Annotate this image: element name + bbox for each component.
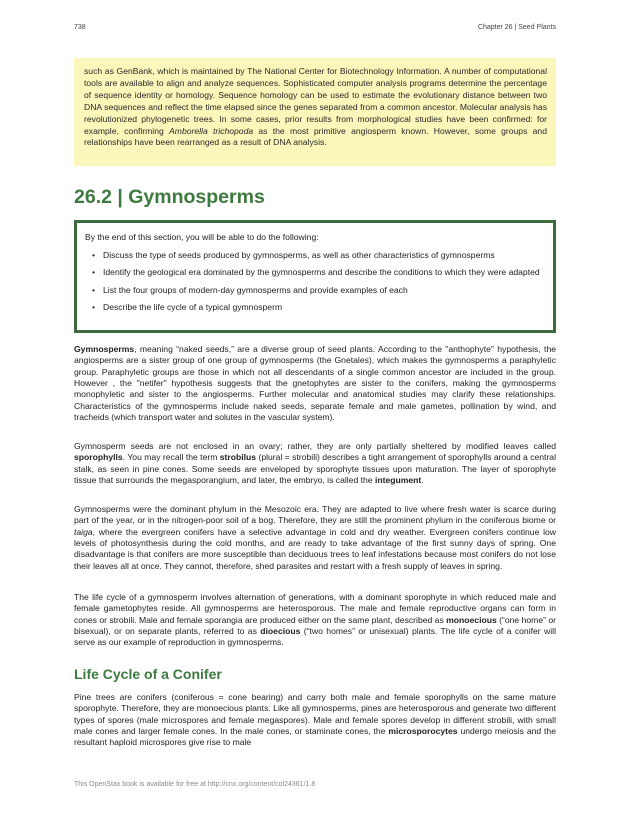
paragraph-gymnosperms-intro xyxy=(74,344,556,423)
objective-item: • Discuss the type of seeds produced by gymnosperms, as well as other characteristics of gymnosperms xyxy=(85,250,543,262)
term-strobilus: strobilus xyxy=(219,452,257,463)
page-header xyxy=(74,24,556,36)
body-text: undergo meiosis and the resultant haploid microspores give rise to male xyxy=(74,726,556,748)
body-text: , meaning “naked seeds,” are a diverse group of seed plants. According to the "anthophyte" hypothesis, the angiosperms are a sister group of one group of gymnosperms (the Gnetales), which makes the gymnosperms a paraphyletic group. Paraphyletic groups are those in which not all descendants of a single common ancestor are included in the group. However , the "netifer" hypothesis suggests that the gnetophytes are sister to the conifers, making the gymnosperms monophyletic and sister to the angiosperms. Further molecular and anatomical studies may clarify these relationships. Characteristics of the gymnosperms include naked seeds, separate female and male gametes, pollination by wind, and tracheids (which transport water and solutes in the vascular system). xyxy=(74,344,556,423)
page-number: 738 xyxy=(74,24,86,31)
callout-paragraph xyxy=(84,66,547,149)
callout-species-name: Amborella trichopoda xyxy=(169,125,254,136)
body-text: . You may recall the term xyxy=(122,452,220,463)
body-text: Gymnosperm seeds are not enclosed in an ovary; rather, they are only partially sheltered by modified leaves called xyxy=(74,441,556,451)
objectives-list xyxy=(85,250,543,314)
term-dioecious: dioecious xyxy=(260,626,301,637)
body-text: (plural = strobili) describes a tight arrangement of sporophylls around a central stalk, as seen in pine cones. Some seeds are enveloped by sporophyte tissues upon maturation. The layer of sporophyte tissue that surrounds the megasporangium, and later, the embryo, is called the xyxy=(74,452,556,486)
paragraph-life-cycle xyxy=(74,592,556,649)
paragraph-conifer xyxy=(74,692,556,749)
callout-text: such as GenBank, which is maintained by The National Center for Biotechnology Information. A number of computational tools are available to align and analyze sequences. Sophisticated computer analysis programs determine the percentage of sequence identity or homology. Sequence homology can be used to estimate the evolutionary distance between two DNA sequences and reflect the time elapsed since the genes separated from a common ancestor. Molecular analysis has revolutionized phylogenetic trees. In some cases, prior results from morphological studies have been confirmed: for example, confirming xyxy=(84,66,547,136)
chapter-title: Chapter 26 | Seed Plants xyxy=(477,24,556,31)
term-microsporocytes: microsporocytes xyxy=(388,726,458,737)
callout-text: as the most primitive angiosperm known. However, some groups and relationships have been rearranged as a result of DNA analysis. xyxy=(84,125,547,148)
objective-item: • Identify the geological era dominated by the gymnosperms and describe the conditions to which they were adapted xyxy=(85,267,543,279)
section-title: 26.2 | Gymnosperms xyxy=(74,186,265,208)
callout-box xyxy=(74,58,556,166)
paragraph-mesozoic xyxy=(74,504,556,572)
body-text: . xyxy=(421,475,424,486)
page-footer: This OpenStax book is available for free at http://cnx.org/content/col24361/1.8 xyxy=(74,781,316,788)
body-text: Pine trees are conifers (coniferous = cone bearing) and carry both male and female sporophylls on the same mature sporophyte. Therefore, they are monoecious plants. Like all gymnosperms, pines are heterosporous and generate two different types of spores (male microspores and female megaspores). Male and female spores develop in different strobili, with small male cones and larger female cones. In the male cones, or staminate cones, the xyxy=(74,692,556,737)
subsection-title: Life Cycle of a Conifer xyxy=(74,666,222,682)
objectives-intro: By the end of this section, you will be able to do the following: xyxy=(85,232,319,242)
learning-objectives-box xyxy=(74,220,556,333)
body-text: (“one home” or bisexual), or on separate plants, referred to as xyxy=(74,614,556,637)
term-gymnosperms: Gymnosperms xyxy=(74,344,135,354)
term-sporophylls: sporophylls xyxy=(74,452,123,463)
term-taiga: taiga xyxy=(74,526,93,537)
body-text: (“two homes” or unisexual) plants. The life cycle of a conifer will serve as our example of reproduction in gymnosperms. xyxy=(74,626,556,648)
term-integument: integument xyxy=(374,475,422,486)
paragraph-seeds xyxy=(74,441,556,486)
objective-item: • List the four groups of modern-day gymnosperms and provide examples of each xyxy=(85,285,543,297)
body-text: Gymnosperms were the dominant phylum in the Mesozoic era. They are adapted to live where fresh water is scarce during part of the year, or in the nitrogen-poor soil of a bog. Therefore, they are still the prominent phylum in the coniferous biome or xyxy=(74,504,556,526)
objective-item: • Describe the life cycle of a typical gymnosperm xyxy=(85,302,543,314)
term-monoecious: monoecious xyxy=(446,614,497,625)
body-text: The life cycle of a gymnosperm involves alternation of generations, with a dominant sporophyte in which reduced male and female gametophytes reside. All gymnosperms are heterosporous. The male and female reproductive organs can form in cones or strobili. Male and female sporangia are produced either on the same plant, described as xyxy=(74,592,556,625)
body-text: , where the evergreen conifers have a selective advantage in cold and dry weather. Evergreen conifers continue low levels of photosynthesis during the cold months, and are ready to take advantage of the first sunny days of spring. One disadvantage is that conifers are more susceptible than deciduous trees to leaf infestations because most conifers do not lose their leaves all at once. They cannot, therefore, shed parasites and restart with a fresh supply of leaves in spring. xyxy=(74,526,556,571)
